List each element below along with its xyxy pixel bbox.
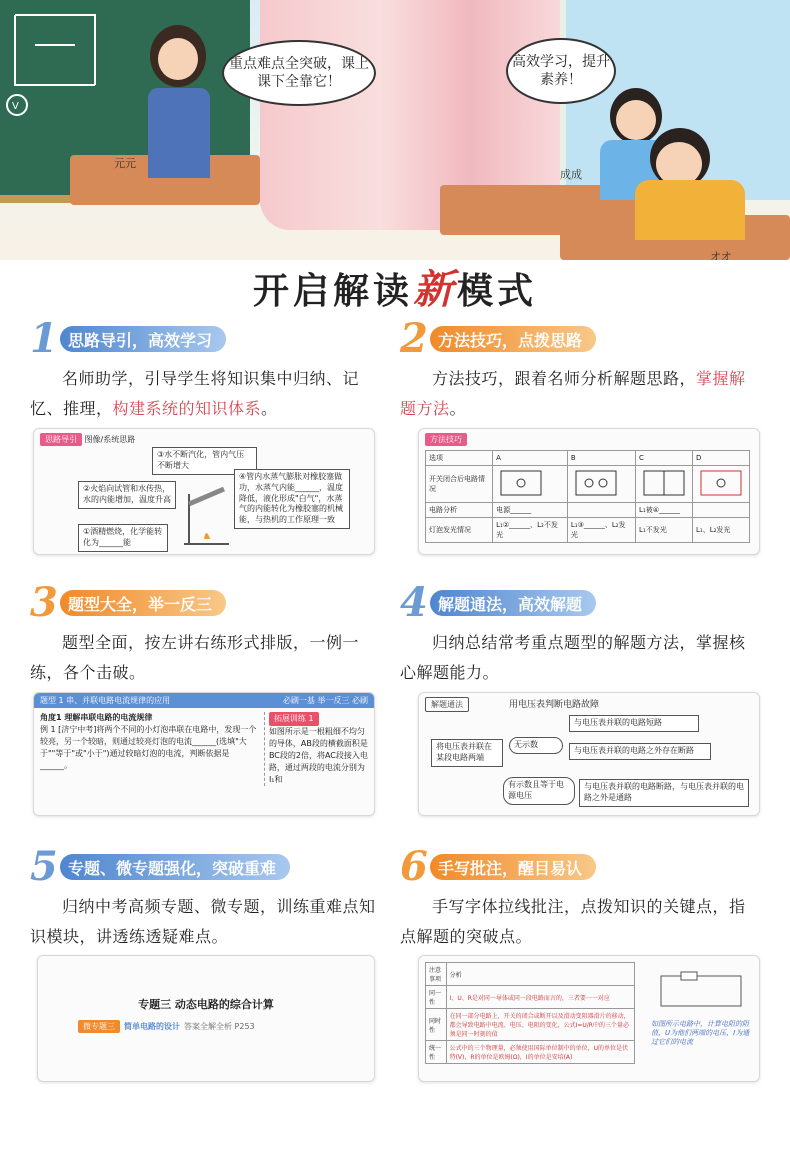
note-box: ③水不断汽化，管内气压不断增大 [152, 447, 257, 475]
table-cell: L₁、L₂发光 [692, 518, 749, 543]
desc-highlight: 掌握解题方法 [400, 369, 746, 419]
character-name-chengcheng: 成成 [560, 168, 582, 181]
section-5-description: 归纳中考高频专题、微专题，训练重难点知识模块，讲透练透疑难点。 [30, 897, 376, 947]
character-name-caicai: オオ [710, 250, 732, 260]
section-1-number: 1 [30, 315, 58, 362]
section-5-heading: 专题、微专题强化，突破重难 [60, 854, 290, 880]
girl-face [158, 38, 198, 80]
desc-text: 方法技巧，跟着名师分析解题思路， [432, 369, 697, 388]
section-4-heading: 解题通法，高效解题 [430, 590, 596, 616]
hero-illustration [0, 0, 790, 260]
desc-end: 。 [449, 399, 467, 419]
section-2-banner [400, 315, 760, 362]
section-6-number: 6 [400, 843, 428, 890]
card-tag: 方法技巧 [425, 433, 467, 446]
card-tag: 思路导引 [40, 433, 82, 446]
practice-text: 如图所示是一根粗细不均匀的导体，AB段的横截面积是BC段的2倍，将AC段接入电路，通过两段的电流分别为I₁和 [268, 727, 368, 784]
section-6-sample-card [418, 955, 760, 1082]
card-subtag: 图像/系统思路 [84, 435, 136, 444]
test-tube-apparatus-icon [174, 479, 234, 549]
section-3-banner [30, 579, 390, 626]
section-6-heading: 手写批注，醒目易认 [430, 854, 596, 880]
title-accent: 新 [413, 266, 457, 313]
title-suffix: 模式 [457, 271, 538, 312]
section-1-banner [30, 315, 390, 362]
table-cell: 在同一部分电路上，开关的闭合或断开以及滑动变阻器滑片的移动，都会导致电路中电流、电压、电阻的变化，公式I=U/R中的三个量必须是同一时刻的值 [446, 1009, 634, 1041]
table-cell: L₁被④______ [635, 503, 692, 518]
page-title [0, 258, 790, 315]
circuit-d-icon [692, 466, 749, 503]
table-cell: 开关闭合后电路情况 [426, 466, 493, 503]
section-3-sample-card [33, 692, 375, 816]
note-box: ①酒精燃烧，化学能转化为______能 [78, 524, 168, 552]
section-6 [400, 843, 760, 953]
section-1-sample-card [33, 428, 375, 555]
section-3 [30, 579, 390, 689]
practice-tag: 拓展训练 1 [269, 712, 319, 726]
section-4-number: 4 [400, 579, 428, 626]
section-5-sample-card [37, 955, 375, 1082]
card-header-title: 题型 1 串、并联电路电流规律的应用 [40, 696, 171, 705]
section-6-description: 手写字体拉线批注，点拨知识的关键点，指点解题的突破点。 [400, 897, 746, 947]
boy2-body [635, 180, 745, 240]
table-cell: 电源______ [493, 503, 568, 518]
speech-bubble-boy: 高效学习，提升素养！ [506, 38, 616, 104]
card-note: 答案全解全析 P253 [184, 1022, 255, 1031]
table-header: 注意事项 [426, 963, 447, 986]
section-2-sample-card [418, 428, 760, 555]
section-1-description [30, 364, 390, 425]
section-5 [30, 843, 390, 953]
section-4-description: 归纳总结常考重点题型的解题方法，掌握核心解题能力。 [400, 633, 746, 683]
table-header: A [493, 451, 568, 466]
table-cell [567, 503, 635, 518]
desc-end: 。 [261, 399, 278, 419]
card-tag: 解题通法 [425, 697, 469, 712]
section-4-sample-card [418, 692, 760, 816]
svg-text:V: V [12, 101, 19, 112]
section-4-banner [400, 579, 760, 626]
circuit-b-icon [567, 466, 635, 503]
table-cell: 同一性 [426, 986, 447, 1009]
example-text: 例 1 [济宁中考]将两个不同的小灯泡串联在电路中，发现一个较亮，另一个较暗，则通过较亮灯泡的电流______(选填"大于""等于"或"小于")通过较暗灯泡的电流，判断依据是______。 [40, 725, 257, 770]
section-3-number: 3 [30, 579, 58, 626]
card-title: 用电压表判断电路故障 [509, 700, 600, 710]
circuit-a-icon [493, 466, 568, 503]
table-cell [692, 503, 749, 518]
section-2-description [400, 364, 760, 425]
desc-highlight: 构建系统的知识体系 [112, 399, 262, 419]
table-header: D [692, 451, 749, 466]
section-3-description: 题型全面，按左讲右练形式排版，一例一练，各个击破。 [30, 633, 360, 683]
table-cell: L₁②______、L₂不发光 [493, 518, 568, 543]
card-header-right: 必刷一基 举一反三 必刷 [282, 696, 368, 705]
note-box: ④管内水蒸气膨胀对橡胶塞做功，水蒸气内能______，温度降低，液化形成"白气"，水蒸气的内能转化为橡胶塞的机械能，与热机的工作原理一致 [234, 469, 350, 529]
section-2-number: 2 [400, 315, 428, 362]
flow-branch: 无示数 [509, 737, 563, 754]
table-cell: 同时性 [426, 1009, 447, 1041]
table-cell: 电路分析 [426, 503, 493, 518]
title-prefix: 开启解读 [252, 271, 413, 312]
table-cell: L₁不发光 [635, 518, 692, 543]
section-2 [400, 315, 760, 425]
card-subtag: 微专题三 [78, 1020, 120, 1033]
table-cell: L₁③______、L₂发光 [567, 518, 635, 543]
table-header: 选项 [426, 451, 493, 466]
boy1-face [616, 100, 656, 140]
circuit-c-icon [635, 466, 692, 503]
section-1-heading: 思路导引，高效学习 [60, 326, 226, 352]
table-cell: 公式中的三个物理量，必须使用国际单位制中的单位，U的单位是伏特(V)，R的单位是欧姆(Ω)，I的单位是安培(A) [446, 1041, 634, 1064]
section-5-banner [30, 843, 390, 890]
table-cell: I、U、R是对同一导体或同一段电路而言的，三者要一一对应 [446, 986, 634, 1009]
table-header: 分析 [446, 963, 634, 986]
circuit-drawing-icon [5, 5, 125, 125]
character-name-yuanyuan: 元元 [114, 157, 136, 170]
table-header: B [567, 451, 635, 466]
section-5-number: 5 [30, 843, 58, 890]
section-1 [30, 315, 390, 425]
notes-table [425, 962, 635, 1064]
flow-root: 将电压表并联在某段电路两端 [431, 739, 503, 767]
card-header [34, 693, 374, 708]
flow-leaf: 与电压表并联的电路短路 [569, 715, 699, 732]
section-4 [400, 579, 760, 689]
section-6-banner [400, 843, 760, 890]
handwritten-note: 如图所示电路中，计算电阻的阻值，U为他们两端的电压，I为通过它们的电流 [651, 1020, 750, 1047]
table-header: C [635, 451, 692, 466]
card-sub: 简单电路的设计 [124, 1022, 180, 1031]
section-3-heading: 题型大全，举一反三 [60, 590, 226, 616]
desc-text: 名师助学，引导学生将知识集中归纳、记忆、推理， [30, 369, 360, 419]
card-title: 专题三 动态电路的综合计算 [138, 998, 274, 1011]
flow-leaf: 与电压表并联的电路之外存在断路 [569, 743, 711, 760]
section-2-heading: 方法技巧，点拨思路 [430, 326, 596, 352]
speech-bubble-girl: 重点难点全突破，课上课下全靠它！ [222, 40, 376, 106]
flow-branch: 有示数且等于电源电压 [503, 777, 575, 805]
note-box: ②火焰向试管和水传热，水的内能增加，温度升高 [78, 481, 176, 509]
flow-leaf: 与电压表并联的电路断路，与电压表并联的电路之外是通路 [579, 779, 749, 807]
table-cell: 灯泡发光情况 [426, 518, 493, 543]
angle-title: 角度1 理解串联电路的电流规律 [40, 713, 153, 722]
circuit-annotation-icon [651, 966, 751, 1016]
girl-body [148, 88, 210, 178]
table-cell: 统一性 [426, 1041, 447, 1064]
method-table [425, 450, 750, 543]
